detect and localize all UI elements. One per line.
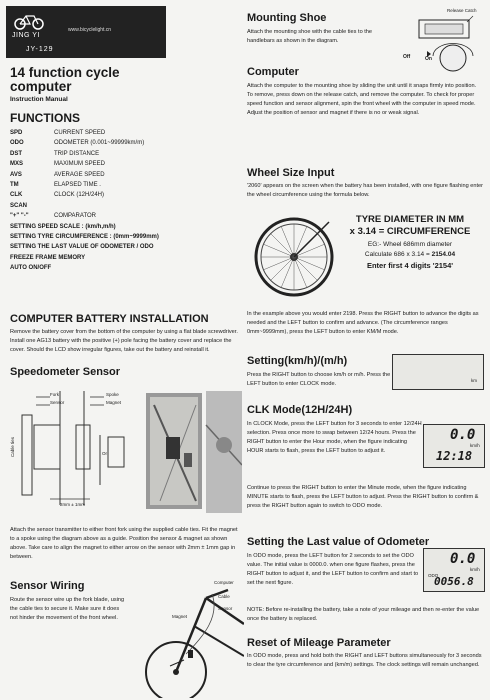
off-label: Off xyxy=(403,54,411,60)
wheel-icon xyxy=(251,214,337,300)
function-value: ELAPSED TIME . xyxy=(54,181,101,188)
logo-model: JY-129 xyxy=(26,46,54,53)
function-row xyxy=(10,138,240,148)
formula-calc: Calculate 686 x 3.14 = xyxy=(364,251,432,258)
function-key: MXS xyxy=(10,161,24,168)
reset-text: In ODO mode, press and hold both the RIGHT and LEFT buttons simultaneously for 3 seconds to clear the tyre circumference and (km/m) settings. The clock settings will remain unchanged. xyxy=(247,653,482,668)
logo-brand: JING YI xyxy=(12,32,40,39)
wiring-magnet-label: Magnet xyxy=(172,614,188,619)
computer-label: Computer xyxy=(214,580,234,585)
sensor-diagram xyxy=(10,385,242,520)
mounting-diagram-graphic xyxy=(389,8,485,74)
function-value: ODOMETER (0.001~99999km/m) xyxy=(54,140,145,147)
last-heading: Setting the Last value of Odometer xyxy=(247,536,430,548)
function-line: SETTING SPEED SCALE : (km/h,m/h) xyxy=(10,223,116,230)
sensor-text: Attach the sensor transmitter to either front fork using the supplied cable ties. Fit the magnet to a spoke using the diagram above as a guide. Position the sensor & magnet as shown above. Take care to align the magnet to either arrow on the sensor with 2mm ± 1mm gap in between. xyxy=(10,527,238,560)
function-row xyxy=(10,149,240,159)
sensor-label: Sensor xyxy=(50,400,65,405)
function-key: "+" "-" xyxy=(10,213,29,220)
function-key: SPD xyxy=(10,130,23,136)
function-value: CLOCK (12H/24H) xyxy=(54,192,105,199)
tyre-formula xyxy=(335,214,485,271)
computer-text: Attach the computer to the mounting shoe by sliding the unit until it snaps firmly into position. To remove, press down on the release catch, and remove the computer. To check for proper speed function and sensor alignment, spin the front wheel with the computer in speed mode. Adjust the position of sensor and magnet if there is no or weak signal. xyxy=(247,83,477,116)
computer-heading: Computer xyxy=(247,66,299,78)
function-value: AVERAGE SPEED xyxy=(54,171,105,178)
formula-line-1: TYRE DIAMETER IN MM xyxy=(355,214,465,225)
sensor-diagram-graphic xyxy=(10,385,242,520)
reset-heading: Reset of Mileage Parameter xyxy=(247,637,391,649)
function-line: AUTO ON/OFF xyxy=(10,265,52,272)
function-key: TM xyxy=(10,181,19,188)
function-value: TRIP DISTANCE xyxy=(54,150,100,157)
function-key: CLK xyxy=(10,192,23,199)
function-key: SCAN xyxy=(10,202,28,209)
function-row xyxy=(10,159,240,169)
function-line: FREEZE FRAME MEMORY xyxy=(10,254,86,261)
lcd-display-small xyxy=(392,354,484,390)
lcd-odometer: 0056.8 xyxy=(434,575,474,588)
battery-heading: COMPUTER BATTERY INSTALLATION xyxy=(10,313,209,325)
cable-label: Cable xyxy=(218,594,230,599)
setting-text: Press the RIGHT button to choose km/h or m/h. Press the LEFT button to enter CLOCK mode. xyxy=(247,372,391,387)
function-row xyxy=(10,180,240,190)
mounting-text: Attach the mounting shoe with the cable ties to the handlebars as shown in the diagram. xyxy=(247,29,373,44)
lcd-display-odo xyxy=(423,548,485,592)
function-line: SETTING THE LAST VALUE OF ODOMETER / ODO xyxy=(10,244,154,251)
lcd-odo-label: ODO xyxy=(428,573,439,578)
brand-logo xyxy=(6,6,166,58)
lcd-unit: km/h xyxy=(470,567,480,572)
speedo-heading: Speedometer Sensor xyxy=(10,366,121,378)
bike-diagram xyxy=(124,576,244,698)
clk-heading: CLK Mode(12H/24H) xyxy=(247,404,353,416)
magnet-label: Magnet xyxy=(106,400,122,405)
wheel-heading: Wheel Size Input xyxy=(247,167,335,179)
function-line: SETTING TYRE CIRCUMFERENCE : (0mm~9999mm) xyxy=(10,233,159,240)
or-label: Or xyxy=(102,451,107,456)
wheel-text-2: In the example above you would enter 2198. Press the RIGHT button to advance the digits as needed and the LEFT button to confirm and advance. (The circumference ranges 0mm~9999mm), press the LEFT button to enter KM/M mode. xyxy=(247,311,479,335)
function-row xyxy=(10,211,240,221)
lcd-unit: km xyxy=(471,378,477,383)
clk-text: In CLOCK Mode, press the LEFT button for 3 seconds to enter 12/24H selection. Press once more to swap between 12/24 hours. Press the RIGHT button to enter the Hour mode, when the figure indicating HOUR starts to flash, press the LEFT button to adjust it. xyxy=(247,421,422,454)
setting-heading: Setting(km/h)/(m/h) xyxy=(247,355,348,367)
formula-line-4 xyxy=(335,250,485,260)
last-text-2: NOTE: Before re-installing the battery, take a note of your mileage and then re-enter the value once the battery is replaced. xyxy=(247,607,480,622)
last-text: In ODO mode, press the LEFT button for 2 seconds to set the ODO value. The initial value is 0000.0. when one figure flashes, press the RIGHT button to adjust it, and the LEFT button to confirm and start to set the next figure. xyxy=(247,553,419,586)
function-row xyxy=(10,190,240,200)
mounting-heading: Mounting Shoe xyxy=(247,12,327,24)
page-subtitle: Instruction Manual xyxy=(10,96,68,103)
lcd-speed: 0.0 xyxy=(450,551,476,567)
gap-label: 2mm ± 1mm xyxy=(60,502,85,507)
lcd-speed: 0.0 xyxy=(450,427,476,443)
function-row xyxy=(10,170,240,180)
lcd-display-clock xyxy=(423,424,485,468)
clk-text-2: Continue to press the RIGHT button to enter the Minute mode, when the figure indicating MINUTE starts to flash, press the LEFT button to adjust. Press the RIGHT button to confirm & press the RIGHT button again to switch to ODO mode. xyxy=(247,485,479,509)
function-row xyxy=(10,201,240,211)
battery-text: Remove the battery cover from the bottom of the computer by using a flat blade screwdriver. Install one AG13 battery with the positive (+) pole facing the battery cover and replace the cover. Should the LCD show irregular figures, take out the battery and reinstall it. xyxy=(10,329,238,353)
release-catch-label: Release Catch xyxy=(447,8,477,13)
bicycle-icon xyxy=(14,12,44,30)
wheel-text: '2060' appears on the screen when the battery has been installed, with one figure flashing enter the wheel circumference using the formula below. xyxy=(247,183,483,198)
logo-url: www.bicyclelight.cn xyxy=(68,27,112,33)
function-value: COMPARATOR xyxy=(54,213,97,220)
spoke-label: Spoke xyxy=(106,392,119,397)
functions-heading: FUNCTIONS xyxy=(10,111,80,125)
function-key: DST xyxy=(10,150,22,157)
cable-ties-label: Cable ties xyxy=(10,436,15,457)
wiring-sensor-label: Sensor xyxy=(218,606,233,611)
function-key: ODO xyxy=(10,140,24,147)
formula-result: 2154.04 xyxy=(431,251,456,258)
lcd-clock: 12:18 xyxy=(436,449,473,463)
formula-line-3: EG:- Wheel 686mm diameter xyxy=(367,241,453,248)
wiring-text: Route the sensor wire up the fork blade, using the cable ties to secure it. Make sure it does not hinder the movement of the front wheel. xyxy=(10,597,125,621)
wheel-diagram xyxy=(251,214,337,300)
formula-line-2: x 3.14 = CIRCUMFERENCE xyxy=(349,226,471,237)
formula-line-5: Enter first 4 digits '2154' xyxy=(366,261,454,270)
on-label: On xyxy=(425,56,432,62)
page-title: 14 function cycle computer xyxy=(10,65,120,94)
mounting-diagram xyxy=(389,8,485,74)
function-value: MAXIMUM SPEED xyxy=(54,161,106,168)
wiring-heading: Sensor Wiring xyxy=(10,580,85,592)
function-value: CURRENT SPEED xyxy=(54,130,106,136)
function-key: AVS xyxy=(10,171,22,178)
functions-table xyxy=(10,128,240,273)
lcd-unit: km/h xyxy=(470,443,480,448)
fork-label: Fork xyxy=(50,392,59,397)
function-row xyxy=(10,128,240,138)
